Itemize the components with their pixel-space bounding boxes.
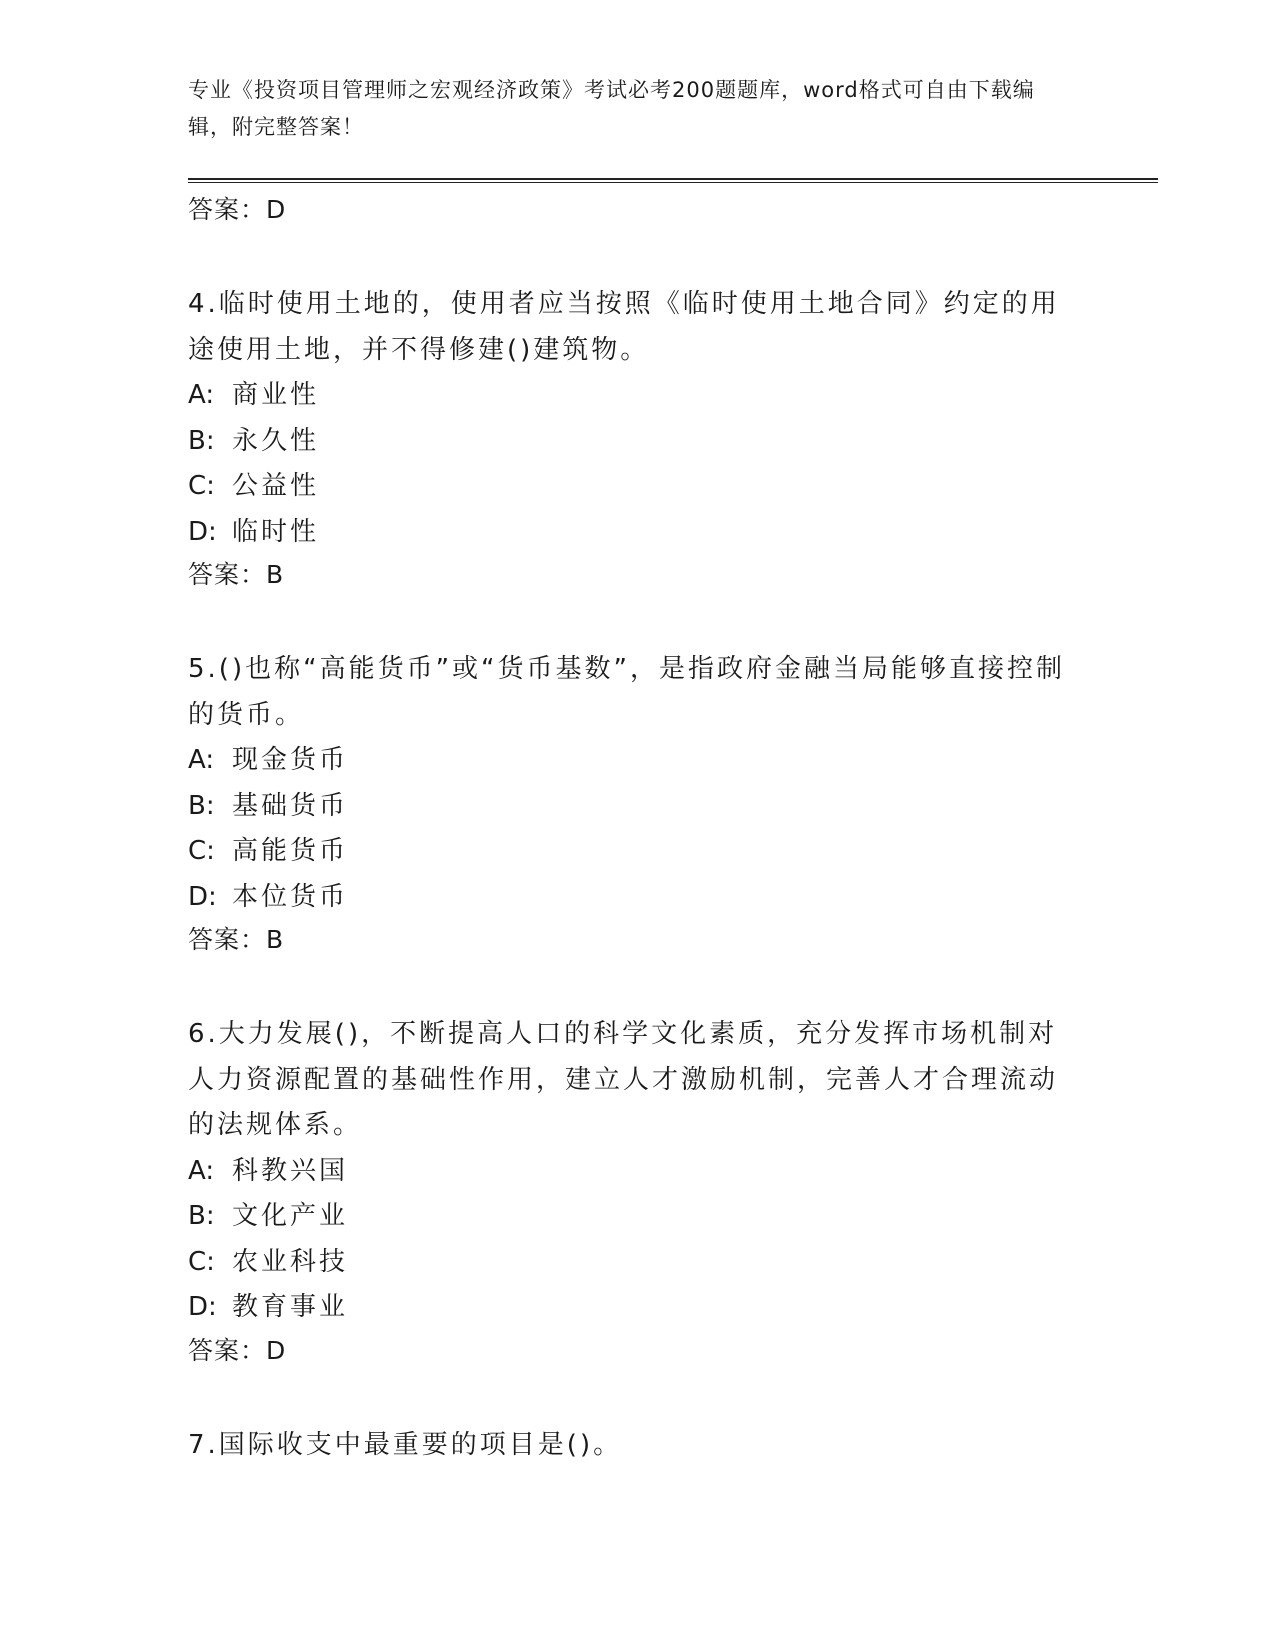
question-7 <box>188 1423 1068 1469</box>
option-text: 本位货币 <box>232 881 349 912</box>
option-letter: D: <box>188 1292 217 1322</box>
option-text: 商业性 <box>232 380 320 410</box>
header-divider <box>188 178 1158 183</box>
option-c <box>188 1240 1068 1286</box>
option-b <box>188 1194 1068 1240</box>
option-text: 科教兴国 <box>232 1155 349 1186</box>
option-letter: D: <box>188 516 217 547</box>
question-4 <box>188 282 1068 647</box>
option-a <box>188 373 1068 419</box>
question-text: 6.大力发展()，不断提高人口的科学文化素质，充分发挥市场机制对人力资源配置的基础性作用，建立人才激励机制，完善人才合理流动的法规体系。 <box>188 1019 1059 1140</box>
option-d <box>188 510 1068 556</box>
option-text: 公益性 <box>232 471 320 501</box>
option-text: 农业科技 <box>232 1246 349 1277</box>
option-c <box>188 464 1068 510</box>
option-c <box>188 829 1068 875</box>
option-text: 永久性 <box>232 425 320 456</box>
answer-q5: 答案：B <box>188 925 285 954</box>
answer-q4: 答案：B <box>188 560 285 589</box>
option-a <box>188 738 1068 784</box>
option-text: 文化产业 <box>232 1201 349 1231</box>
option-b <box>188 419 1068 465</box>
option-text: 基础货币 <box>232 790 349 821</box>
option-letter: D: <box>188 881 217 912</box>
option-d <box>188 1285 1068 1331</box>
option-text: 临时性 <box>232 516 320 547</box>
option-letter: C: <box>188 836 215 866</box>
question-5 <box>188 647 1068 1012</box>
question-text: 7.国际收支中最重要的项目是()。 <box>188 1429 623 1460</box>
option-text: 高能货币 <box>232 836 349 866</box>
option-text: 教育事业 <box>232 1292 349 1322</box>
option-letter: B: <box>188 425 215 456</box>
option-b <box>188 784 1068 830</box>
option-letter: C: <box>188 1246 215 1277</box>
question-6 <box>188 1012 1068 1423</box>
question-text: 5.()也称“高能货币”或“货币基数”，是指政府金融当局能够直接控制的货币。 <box>188 654 1065 730</box>
option-letter: B: <box>188 1201 215 1231</box>
option-text: 现金货币 <box>232 745 349 775</box>
document-body <box>188 190 1068 1468</box>
option-letter: A: <box>188 745 215 775</box>
option-letter: A: <box>188 380 215 410</box>
option-letter: C: <box>188 471 215 501</box>
option-letter: A: <box>188 1155 215 1186</box>
option-d <box>188 875 1068 921</box>
answer-q6: 答案：D <box>188 1335 287 1365</box>
page-header: 专业《投资项目管理师之宏观经济政策》考试必考200题题库，word格式可自由下载编辑，附完整答案！ <box>188 78 1035 139</box>
option-letter: B: <box>188 790 215 821</box>
question-text: 4.临时使用土地的，使用者应当按照《临时使用土地合同》约定的用途使用土地，并不得修建()建筑物。 <box>188 289 1060 365</box>
answer-q3: 答案：D <box>188 195 287 224</box>
option-a <box>188 1149 1068 1195</box>
